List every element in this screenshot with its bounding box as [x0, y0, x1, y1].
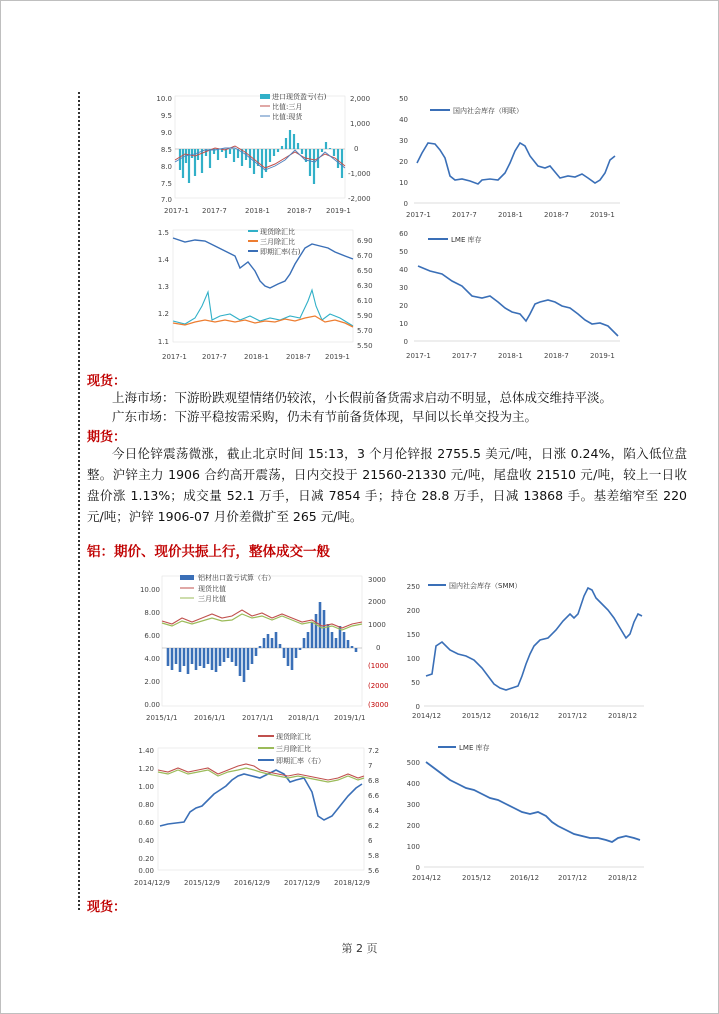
y-tick: 200: [406, 822, 420, 830]
y-right-tick: 6.90: [357, 237, 373, 245]
zinc-spot-shanghai: 上海市场：下游盼跌观望情绪仍较浓，小长假前备货需求启动不明显，总体成交维持平淡。: [112, 390, 613, 405]
legend-label: 比值:现货: [272, 113, 303, 121]
x-tick: 2018-7: [286, 353, 311, 361]
y-right-tick: 6.70: [357, 252, 373, 260]
x-tick: 2018-1: [244, 353, 269, 361]
y-right-tick: 6: [368, 837, 373, 845]
legend-label: 三月除汇比: [276, 745, 311, 753]
x-tick: 2018-7: [544, 211, 569, 219]
zinc-chart-domestic-inventory: [390, 88, 630, 223]
y-right-tick: 1000: [368, 621, 386, 629]
y-tick: 1.00: [138, 783, 154, 791]
y-tick: 10.0: [156, 95, 172, 103]
inventory-line: [417, 143, 615, 184]
zinc-chart-ratio: [140, 88, 380, 223]
legend-label: LME 库存: [459, 744, 490, 752]
x-tick: 2017-1: [162, 353, 187, 361]
y-tick: 8.5: [160, 146, 172, 154]
y-right-tick: 5.70: [357, 327, 373, 335]
y-right-tick: 6.10: [357, 297, 373, 305]
y-tick: 250: [406, 583, 420, 591]
x-tick: 2014/12: [412, 712, 442, 720]
y-right-tick: 5.6: [368, 867, 380, 875]
export-profit-bars: [168, 602, 356, 682]
legend-label: 进口现货盈亏(右): [272, 93, 327, 101]
y-tick: 40: [399, 266, 408, 274]
y-right-tick: 7.2: [368, 747, 380, 755]
x-tick: 2017-7: [202, 353, 227, 361]
y-right-tick: 5.8: [368, 852, 380, 860]
x-tick: 2017-1: [406, 352, 431, 360]
y-tick: 7.0: [160, 196, 172, 204]
x-tick: 2019/1/1: [334, 714, 366, 722]
x-tick: 2019-1: [325, 353, 350, 361]
x-tick: 2018-1: [498, 211, 523, 219]
zinc-futures-heading: 期货：: [87, 430, 127, 445]
y-tick: 300: [406, 801, 420, 809]
x-tick: 2018/12: [608, 874, 638, 882]
lme-inventory-line: [426, 762, 640, 842]
y-tick: 10.00: [139, 586, 160, 594]
zinc-spot-guangdong: 广东市场：下游平稳按需采购，仍未有节前备货体现，早间以长单交投为主。: [112, 409, 538, 424]
legend-label: 比值:三月: [272, 103, 303, 111]
x-tick: 2017/12: [558, 874, 588, 882]
x-tick: 2016/12: [510, 712, 540, 720]
page-number: 第 2 页: [341, 942, 378, 955]
legend-label: 国内社会库存（SMM）: [449, 582, 522, 590]
y-right-tick: -2,000: [348, 195, 371, 203]
x-tick: 2018/12: [608, 712, 638, 720]
aluminum-section-title: 铝：期价、现价共振上行，整体成交一般: [87, 544, 330, 560]
legend-label: LME 库存: [451, 236, 482, 244]
x-tick: 2018-7: [544, 352, 569, 360]
y-tick: 8.00: [144, 609, 160, 617]
x-tick: 2018/12/9: [334, 879, 370, 887]
y-right-tick: 0: [354, 145, 359, 153]
legend-label: 国内社会库存（明联）: [453, 107, 523, 115]
x-tick: 2016/12/9: [234, 879, 270, 887]
x-tick: 2018-7: [287, 207, 312, 215]
x-tick: 2015/12: [462, 712, 492, 720]
y-tick: 2.00: [144, 678, 160, 686]
y-tick: 0.00: [138, 867, 154, 875]
aluminum-chart-export-profit: [128, 566, 398, 726]
y-tick: 30: [399, 284, 408, 292]
margin-dotted-line: [78, 92, 80, 910]
y-tick: 6.00: [144, 632, 160, 640]
aluminum-chart-domestic-inventory: [398, 566, 648, 726]
y-right-tick: 6.6: [368, 792, 380, 800]
x-tick: 2017-7: [452, 211, 477, 219]
y-tick: 1.40: [138, 747, 154, 755]
x-tick: 2017/12: [558, 712, 588, 720]
y-tick: 1.20: [138, 765, 154, 773]
zinc-futures-text: 今日伦锌震荡微涨，截止北京时间 15:13，3 个月伦锌报 2755.5 美元/吨，日涨 0.24%，陷入低位盘整。沪锌主力 1906 合约高开震荡，日内交投于 21560-21330 元/吨，尾盘收 21510 元/吨，较上一日收盘价涨 1.13%；成交量 52.1 万手，日减 7854 手；持仓 28.8 万手，日减 13868 手。基差缩窄至 220 元/吨；沪锌 1906-07 月价差微扩至 265 元/吨。: [87, 446, 687, 524]
y-right-tick: 5.50: [357, 342, 373, 350]
y-right-neg-tick: (3000: [368, 701, 389, 709]
x-tick: 2019-1: [326, 207, 351, 215]
zinc-spot-heading: 现货：: [87, 374, 127, 389]
x-tick: 2017-1: [164, 207, 189, 215]
spot-ratio-line: [162, 610, 362, 628]
y-tick: 1.2: [157, 310, 169, 318]
y-tick: 50: [411, 679, 420, 687]
y-tick: 9.0: [160, 129, 172, 137]
y-right-tick: 6.8: [368, 777, 380, 785]
x-tick: 2017-7: [202, 207, 227, 215]
y-right-tick: 3000: [368, 576, 386, 584]
x-tick: 2014/12/9: [134, 879, 170, 887]
legend-label: 即期汇率(右): [260, 248, 301, 256]
legend-swatch: [260, 94, 270, 99]
y-right-tick: 6.2: [368, 822, 380, 830]
y-right-tick: 0: [376, 644, 381, 652]
y-tick: 7.5: [160, 180, 172, 188]
legend-label: 即期汇率（右）: [276, 757, 325, 765]
x-tick: 2019-1: [590, 211, 615, 219]
y-right-neg-tick: (2000: [368, 682, 389, 690]
aluminum-chart-lme-inventory: [398, 730, 648, 890]
y-tick: 20: [399, 158, 408, 166]
x-tick: 2017/12/9: [284, 879, 320, 887]
y-tick: 50: [399, 248, 408, 256]
x-tick: 2014/12: [412, 874, 442, 882]
inventory-line: [426, 588, 642, 690]
y-right-tick: 6.30: [357, 282, 373, 290]
import-profit-bars: [180, 130, 342, 184]
legend-label: 铝材出口盈亏试算（右）: [198, 574, 275, 582]
y-tick: 100: [406, 843, 420, 851]
y-tick: 0.60: [138, 819, 154, 827]
y-tick: 20: [399, 302, 408, 310]
legend-label: 现货比值: [198, 585, 226, 593]
y-tick: 0: [403, 200, 408, 208]
y-tick: 1.1: [157, 338, 169, 346]
x-tick: 2018-1: [245, 207, 270, 215]
x-tick: 2015/1/1: [146, 714, 178, 722]
y-right-tick: 5.90: [357, 312, 373, 320]
y-tick: 50: [399, 95, 408, 103]
x-tick: 2017-1: [406, 211, 431, 219]
y-tick: 0.20: [138, 855, 154, 863]
y-tick: 60: [399, 230, 408, 238]
y-tick: 150: [406, 631, 420, 639]
x-tick: 2018-1: [498, 352, 523, 360]
y-tick: 40: [399, 116, 408, 124]
y-tick: 0: [415, 864, 420, 872]
x-tick: 2016/12: [510, 874, 540, 882]
y-right-tick: 2000: [368, 598, 386, 606]
y-right-tick: 2,000: [350, 95, 371, 103]
y-right-tick: 1,000: [350, 120, 371, 128]
y-tick: 0: [403, 338, 408, 346]
y-tick: 100: [406, 655, 420, 663]
y-tick: 10: [399, 320, 408, 328]
y-tick: 4.00: [144, 655, 160, 663]
fx-rate-line: [160, 770, 362, 826]
y-right-tick: 6.4: [368, 807, 380, 815]
aluminum-spot-heading: 现货：: [87, 900, 127, 915]
x-tick: 2015/12: [462, 874, 492, 882]
legend-label: 现货除汇比: [260, 228, 295, 236]
ratio-spot-line: [175, 148, 345, 170]
y-tick: 0.00: [144, 701, 160, 709]
x-tick: 2018/1/1: [288, 714, 320, 722]
y-right-tick: -1,000: [348, 170, 371, 178]
y-tick: 0.80: [138, 801, 154, 809]
lme-inventory-line: [418, 266, 618, 336]
y-tick: 8.0: [160, 163, 172, 171]
x-tick: 2019-1: [590, 352, 615, 360]
legend-label: 现货除汇比: [276, 733, 311, 741]
plot-area: [175, 96, 345, 198]
legend-label: 三月比值: [198, 595, 226, 603]
y-tick: 1.5: [157, 229, 169, 237]
y-tick: 0: [415, 703, 420, 711]
x-tick: 2016/1/1: [194, 714, 226, 722]
y-tick: 9.5: [160, 112, 172, 120]
y-tick: 1.3: [157, 283, 169, 291]
y-tick: 200: [406, 607, 420, 615]
y-tick: 500: [406, 759, 420, 767]
y-tick: 1.4: [157, 256, 169, 264]
legend-label: 三月除汇比: [260, 238, 295, 246]
y-tick: 400: [406, 780, 420, 788]
aluminum-chart-exchange-ratio: [128, 730, 398, 890]
y-right-neg-tick: (1000: [368, 662, 389, 670]
x-tick: 2017/1/1: [242, 714, 274, 722]
y-tick: 10: [399, 179, 408, 187]
y-right-tick: 6.50: [357, 267, 373, 275]
y-tick: 30: [399, 137, 408, 145]
zinc-chart-lme-inventory: [390, 226, 630, 364]
x-tick: 2017-7: [452, 352, 477, 360]
x-tick: 2015/12/9: [184, 879, 220, 887]
zinc-chart-exchange-ratio: [140, 226, 380, 364]
y-tick: 0.40: [138, 837, 154, 845]
y-right-tick: 7: [368, 762, 373, 770]
